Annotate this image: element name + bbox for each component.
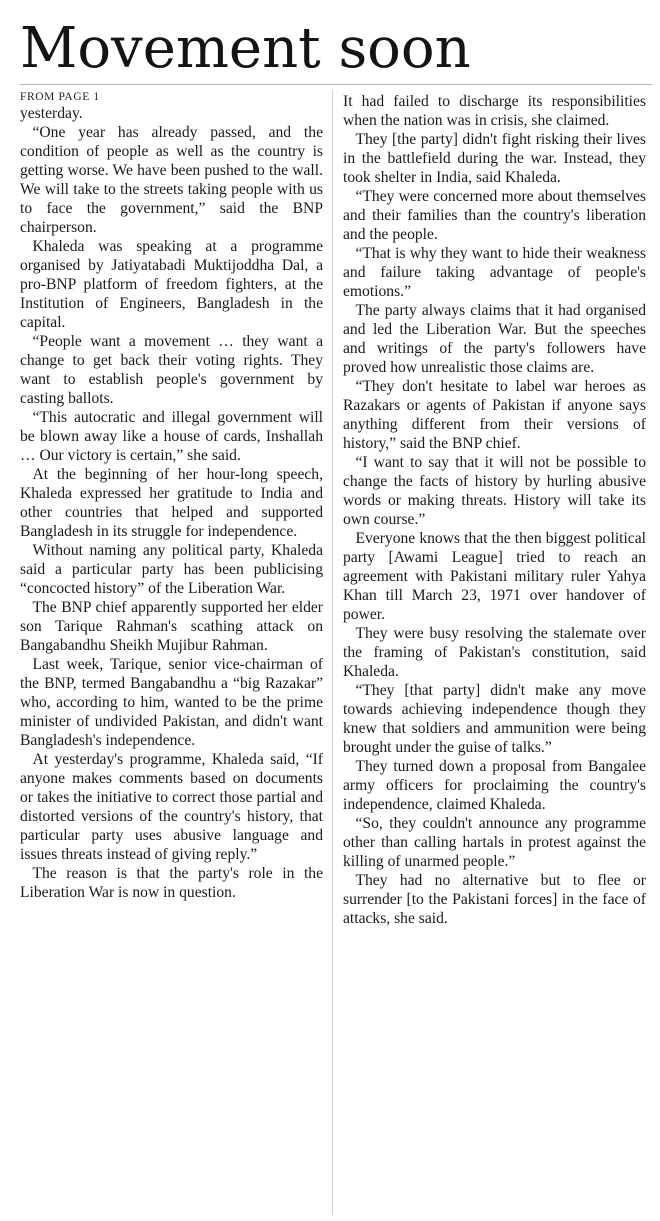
paragraph: “I want to say that it will not be possible to change the facts of history by hurling abusive words or making threats. History will take its own course.” — [343, 454, 646, 528]
dateline: FROM PAGE 1 — [20, 91, 100, 103]
paragraph: At the beginning of her hour-long speech, Khaleda expressed her gratitude to India and other countries that helped and supported Bangladesh in its struggle for independence. — [20, 466, 323, 540]
paragraph: The reason is that the party's role in the Liberation War is now in question. — [20, 865, 323, 901]
paragraph: Without naming any political party, Khaleda said a particular party has been publicising “concocted history” of the Liberation War. — [20, 542, 323, 597]
article-column-left — [20, 90, 323, 902]
paragraph: They [the party] didn't fight risking their lives in the battlefield during the war. Instead, they took shelter in India, said Khaleda. — [343, 131, 646, 186]
paragraph: “They [that party] didn't make any move towards achieving independence though they knew that soldiers and ammunition were being brought under the guise of talks.” — [343, 682, 646, 756]
paragraph: Everyone knows that the then biggest political party [Awami League] tried to reach an agreement with Pakistani military ruler Yahya Khan till March 23, 1971 over handover of power. — [343, 530, 646, 623]
paragraph: Khaleda was speaking at a programme organised by Jatiyatabadi Muktijoddha Dal, a pro-BNP platform of freedom fighters, at the Institution of Engineers, Bangladesh in the capital. — [20, 238, 323, 331]
paragraph: The party always claims that it had organised and led the Liberation War. But the speeches and writings of the party's followers have proved how unrealistic those claims are. — [343, 302, 646, 376]
paragraph: “This autocratic and illegal government will be blown away like a house of cards, Inshallah … Our victory is certain,” she said. — [20, 409, 323, 464]
paragraph: “They were concerned more about themselves and their families than the country's liberation and the people. — [343, 188, 646, 243]
headline: Movement soon — [20, 16, 471, 81]
paragraph: It had failed to discharge its responsibilities when the nation was in crisis, she claimed. — [343, 93, 646, 129]
paragraph: The BNP chief apparently supported her elder son Tarique Rahman's scathing attack on Bangabandhu Sheikh Mujibur Rahman. — [20, 599, 323, 654]
article-column-right — [343, 92, 646, 928]
headline-rule — [20, 84, 652, 85]
paragraph: “People want a movement … they want a change to get back their voting rights. They want to establish people's government by casting ballots. — [20, 333, 323, 407]
paragraph: “One year has already passed, and the condition of people as well as the country is getting worse. We have been pushed to the wall. We will take to the streets taking people with us to face the government,” said the BNP chairperson. — [20, 124, 323, 236]
paragraph: They were busy resolving the stalemate over the framing of Pakistan's constitution, said Khaleda. — [343, 625, 646, 680]
paragraph: “That is why they want to hide their weakness and failure taking advantage of people's emotions.” — [343, 245, 646, 300]
paragraph: At yesterday's programme, Khaleda said, “If anyone makes comments based on documents or takes the initiative to correct those partial and distorted versions of the country's history, that particular party uses abusive language and issues threats instead of giving reply.” — [20, 751, 323, 863]
paragraph: They had no alternative but to flee or surrender [to the Pakistani forces] in the face of attacks, she said. — [343, 872, 646, 927]
paragraph: yesterday. — [20, 105, 83, 122]
column-divider — [332, 90, 333, 1215]
paragraph: “They don't hesitate to label war heroes as Razakars or agents of Pakistan if anyone says anything different from their versions of history,” said the BNP chief. — [343, 378, 646, 452]
paragraph: “So, they couldn't announce any programme other than calling hartals in protest against the killing of unarmed people.” — [343, 815, 646, 870]
paragraph: Last week, Tarique, senior vice-chairman of the BNP, termed Bangabandhu a “big Razakar” who, according to him, wanted to be the prime minister of undivided Pakistan, and didn't want Bangladesh's independence. — [20, 656, 323, 749]
paragraph: They turned down a proposal from Bangalee army officers for proclaiming the country's independence, claimed Khaleda. — [343, 758, 646, 813]
